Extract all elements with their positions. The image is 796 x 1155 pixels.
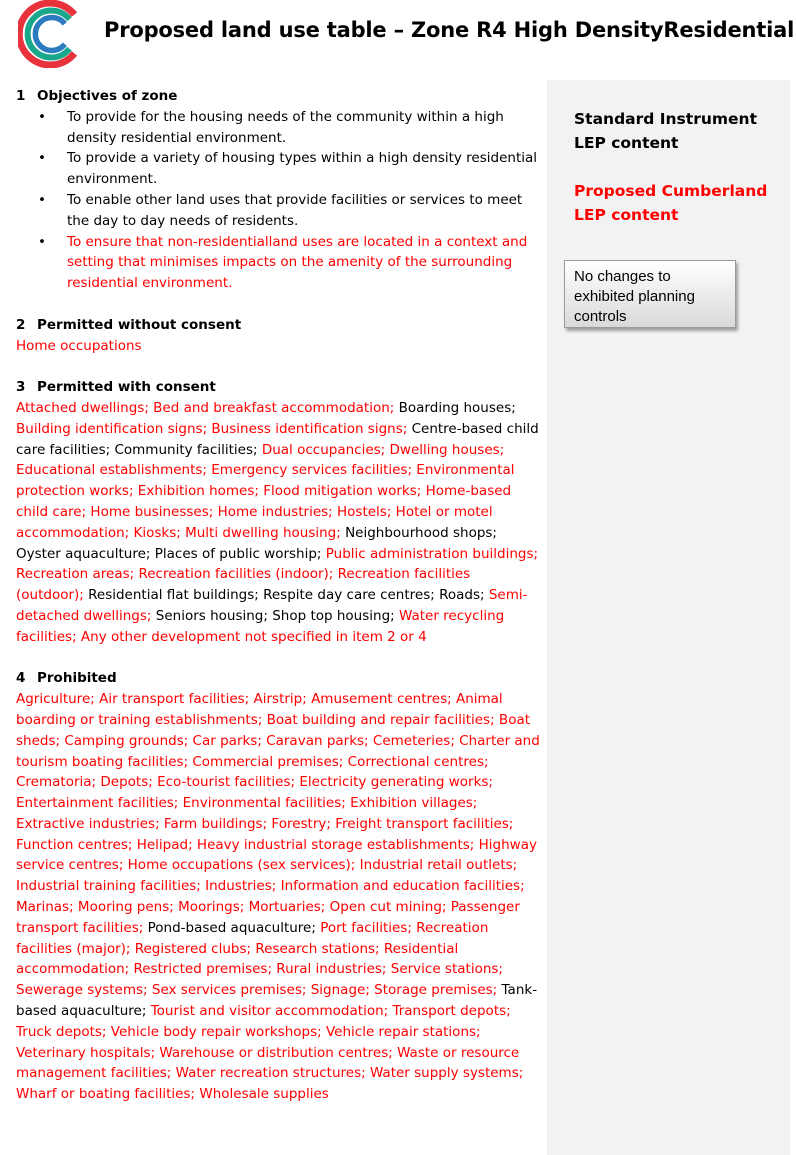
bullet: •	[38, 108, 46, 125]
cumberland-logo	[18, 0, 86, 68]
land-use-segment: Building identification signs; Business identification signs;	[16, 420, 412, 437]
section-title: Permitted with consent	[37, 379, 216, 396]
objective-text: To provide for the housing needs of the community within a high density residential environment.	[67, 108, 504, 146]
objective-text: To provide a variety of housing types within a high density residential environment.	[67, 150, 538, 188]
land-use-segment: Residential flat buildings; Respite day care centres; Roads;	[88, 587, 489, 604]
objective-text: To enable other land uses that provide facilities or services to meet the day to day needs of residents.	[67, 191, 523, 229]
objective-text: To ensure that non-residentialland uses are located in a context and setting that minimises impacts on the amenity of the surrounding residential environment.	[67, 233, 528, 292]
land-use-table	[16, 86, 541, 1105]
no-changes-note: No changes to exhibited planning controls	[564, 260, 736, 328]
section-number: 3	[16, 379, 26, 396]
land-use-segment: Home occupations	[16, 337, 142, 354]
objective-item	[16, 107, 541, 149]
land-use-segment: Water recycling facilities; Any other development not specified in item 2 or 4	[16, 607, 505, 645]
permitted-without-consent-heading	[16, 315, 541, 336]
section-number: 2	[16, 316, 26, 333]
objectives-heading	[16, 86, 541, 107]
page-title: Proposed land use table – Zone R4 High DensityResidential	[104, 18, 795, 42]
objective-item	[16, 190, 541, 232]
objective-item	[16, 232, 541, 294]
section-title: Permitted without consent	[37, 316, 242, 333]
permitted-with-consent-list	[16, 398, 541, 648]
land-use-segment: Semi-detached dwellings;	[16, 587, 528, 624]
land-use-segment: Neighbourhood shops; Oyster aquaculture; Places of public worship;	[16, 524, 497, 562]
land-use-segment: Attached dwellings; Bed and breakfast accommodation;	[16, 399, 399, 416]
proposed-content-label: Proposed Cumberland LEP content	[574, 182, 768, 224]
land-use-segment: Centre-based child care facilities; Community facilities;	[16, 420, 539, 458]
section-title: Objectives of zone	[37, 88, 178, 104]
objectives-list	[16, 107, 541, 294]
bullet: •	[38, 150, 46, 167]
land-use-segment: Boarding houses;	[398, 399, 516, 416]
logo-ring-blue	[35, 18, 64, 51]
land-use-segment: Pond-based aquaculture;	[147, 919, 321, 936]
land-use-segment: Agriculture; Air transport facilities; Airstrip; Amusement centres; Animal boarding or training establishments; Boat building and repair facilities; Boat sheds; Camping grounds; Car parks; Caravan parks; Cemeteries; Charter and tourism boating facilities; Commercial premises; Correctional centres; Crematoria; Depots; Eco-tourist facilities; Electricity generating works; Entertainment facilities; Environmental facilities; Exhibition villages; Extractive industries; Farm buildings; Forestry; Freight transport facilities; Function centres; Helipad; Heavy industrial storage establishments; Highway service centres; Home occupations (sex services); Industrial retail outlets; Industrial training facilities; Industries; Information and education facilities; Marinas; Mooring pens; Moorings; Mortuaries; Open cut mining; Passenger transport facilities;	[16, 691, 540, 936]
section-number: 4	[16, 670, 26, 687]
section-title: Prohibited	[37, 670, 117, 687]
prohibited-list	[16, 689, 541, 1105]
objective-item	[16, 148, 541, 190]
standard-content-label: Standard Instrument LEP content	[574, 110, 757, 152]
permitted-without-consent-list	[16, 336, 541, 357]
bullet: •	[38, 233, 46, 250]
bullet: •	[38, 191, 46, 208]
legend-sidebar	[547, 80, 790, 1155]
land-use-segment: Dual occupancies; Dwelling houses; Educational establishments; Emergency services facilities; Environmental protection works; Exhibition homes; Flood mitigation works; Home-based child care; Home businesses; Home industries; Hostels; Hotel or motel accommodation; Kiosks; Multi dwelling housing;	[16, 441, 515, 541]
land-use-segment: Public administration buildings; Recreation areas; Recreation facilities (indoor); Recreation facilities (outdoor);	[16, 545, 539, 604]
land-use-segment: Tank-based aquaculture;	[16, 982, 538, 1020]
prohibited-heading	[16, 668, 541, 689]
land-use-segment: Seniors housing; Shop top housing;	[155, 607, 399, 624]
permitted-with-consent-heading	[16, 377, 541, 398]
land-use-segment: Port facilities; Recreation facilities (major); Registered clubs; Research stations; Residential accommodation; Restricted premises; Rural industries; Service stations; Sewerage systems; Sex services premises; Signage; Storage premises;	[16, 919, 503, 999]
section-number: 1	[16, 88, 26, 104]
land-use-segment: Tourist and visitor accommodation; Transport depots; Truck depots; Vehicle body repair workshops; Vehicle repair stations; Veterinary hospitals; Warehouse or distribution centres; Waste or resource management facilities; Water recreation structures; Water supply systems; Wharf or boating facilities; Wholesale supplies	[16, 1003, 524, 1103]
